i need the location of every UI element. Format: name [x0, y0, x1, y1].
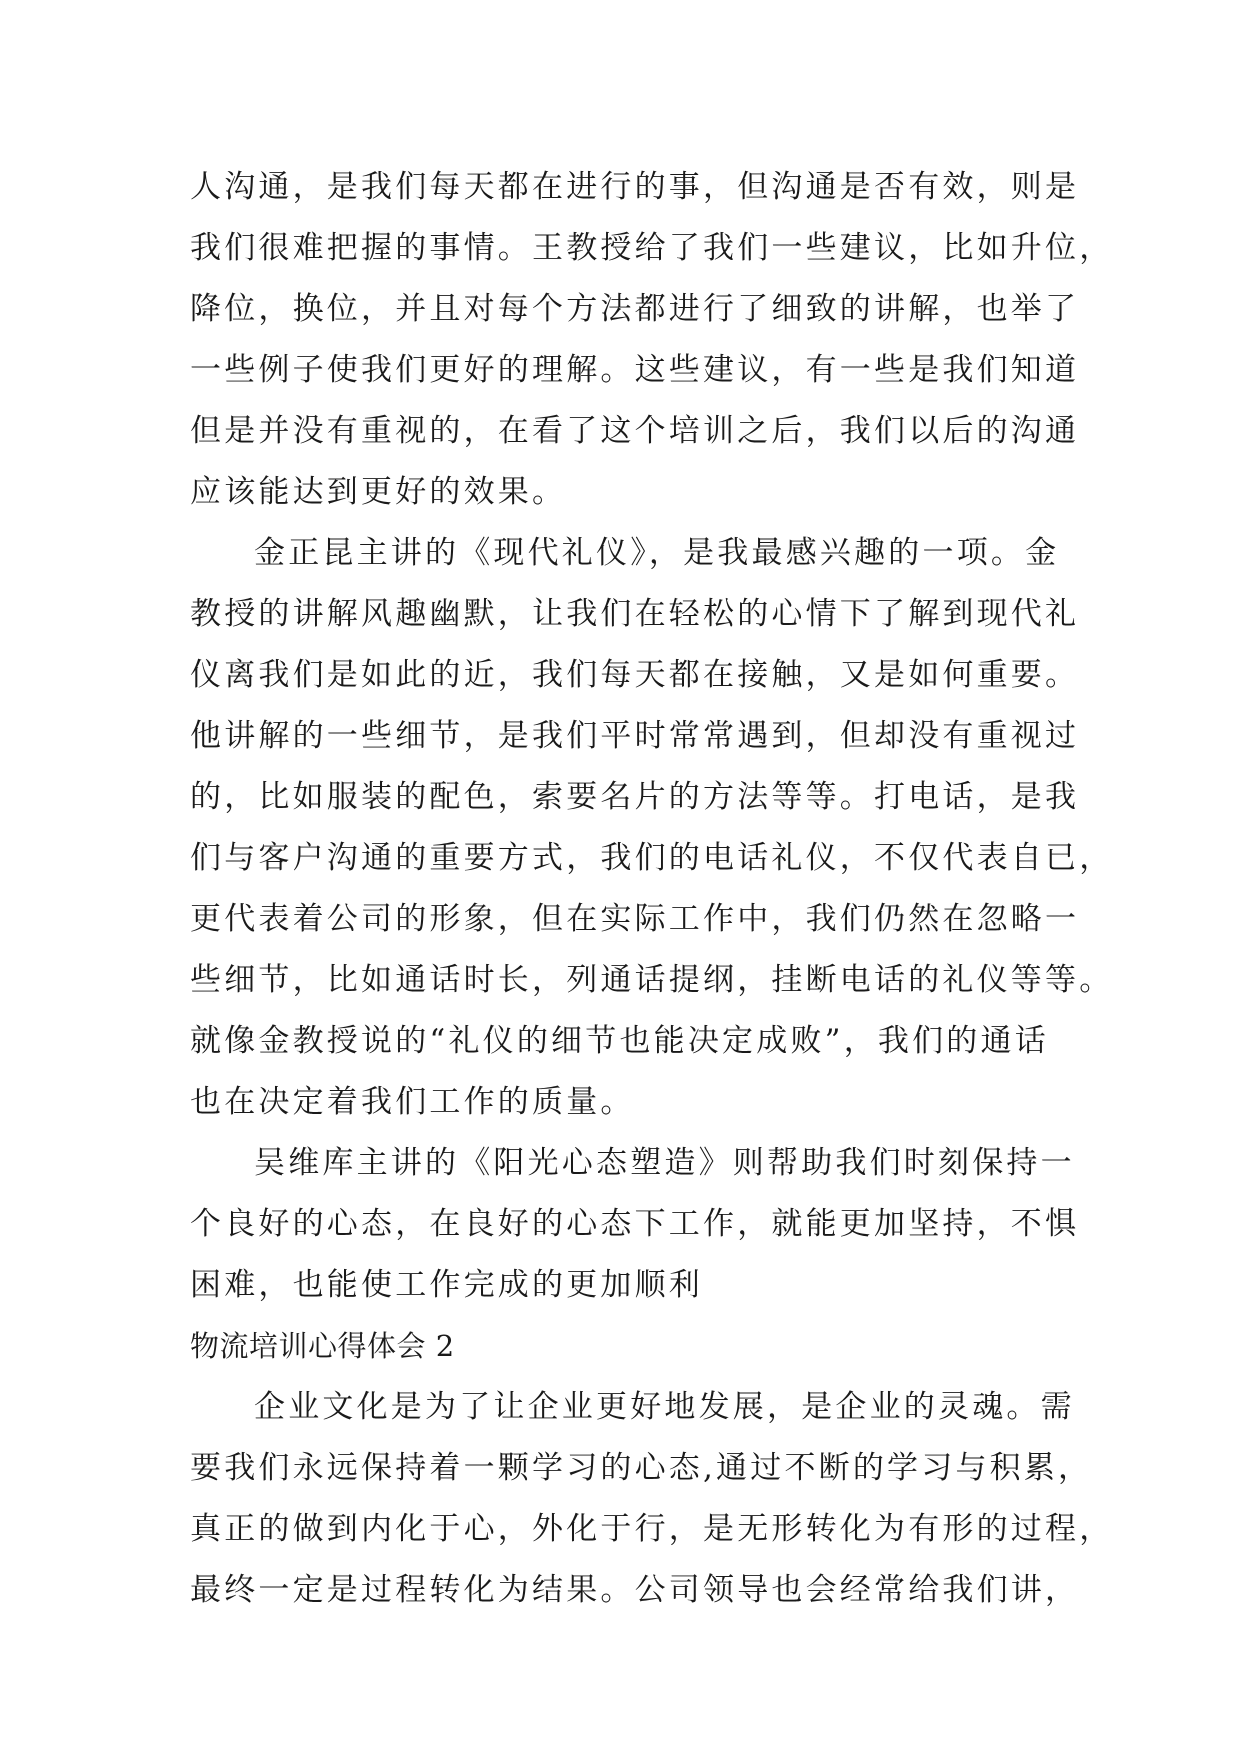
paragraph-line: 降位，换位，并且对每个方法都进行了细致的讲解，也举了 — [190, 291, 1080, 327]
paragraph-line: 应该能达到更好的效果。 — [190, 474, 567, 510]
paragraph-line: 他讲解的一些细节，是我们平时常常遇到，但却没有重视过 — [190, 718, 1080, 754]
paragraph-line: 一些例子使我们更好的理解。这些建议，有一些是我们知道 — [190, 352, 1080, 388]
paragraph-line: 最终一定是过程转化为结果。公司领导也会经常给我们讲， — [190, 1572, 1080, 1608]
paragraph-line: 但是并没有重视的，在看了这个培训之后，我们以后的沟通 — [190, 413, 1080, 449]
paragraph-first-line: 吴维库主讲的《阳光心态塑造》则帮助我们时刻保持一 — [254, 1145, 1075, 1181]
paragraph-first-line: 金正昆主讲的《现代礼仪》，是我最感兴趣的一项。金 — [254, 535, 1060, 571]
paragraph-line: 更代表着公司的形象，但在实际工作中，我们仍然在忽略一 — [190, 901, 1080, 937]
paragraph-line: 的，比如服装的配色，索要名片的方法等等。打电话，是我 — [190, 779, 1080, 815]
paragraph-line: 真正的做到内化于心，外化于行，是无形转化为有形的过程， — [190, 1511, 1114, 1547]
paragraph-line: 们与客户沟通的重要方式，我们的电话礼仪，不仅代表自已， — [190, 840, 1114, 876]
document-body — [190, 157, 1114, 1621]
paragraph-line: 些细节，比如通话时长，列通话提纲，挂断电话的礼仪等等。 — [190, 962, 1114, 998]
paragraph-first-line: 企业文化是为了让企业更好地发展，是企业的灵魂。需 — [254, 1389, 1075, 1425]
paragraph-line: 仪离我们是如此的近，我们每天都在接触，又是如何重要。 — [190, 657, 1080, 693]
paragraph-line: 个良好的心态，在良好的心态下工作，就能更加坚持，不惧 — [190, 1206, 1080, 1242]
paragraph-line: 要我们永远保持着一颗学习的心态,通过不断的学习与积累， — [190, 1450, 1093, 1486]
paragraph-line: 人沟通，是我们每天都在进行的事，但沟通是否有效，则是 — [190, 169, 1080, 205]
paragraph-line: 困难，也能使工作完成的更加顺利 — [190, 1267, 703, 1303]
paragraph-line: 我们很难把握的事情。王教授给了我们一些建议，比如升位， — [190, 230, 1114, 266]
paragraph-line: 也在决定着我们工作的质量。 — [190, 1084, 635, 1120]
paragraph-line: 就像金教授说的“礼仪的细节也能决定成败”，我们的通话 — [190, 1023, 1049, 1059]
paragraph-line: 教授的讲解风趣幽默，让我们在轻松的心情下了解到现代礼 — [190, 596, 1080, 632]
section-heading: 物流培训心得体会 2 — [190, 1329, 455, 1363]
